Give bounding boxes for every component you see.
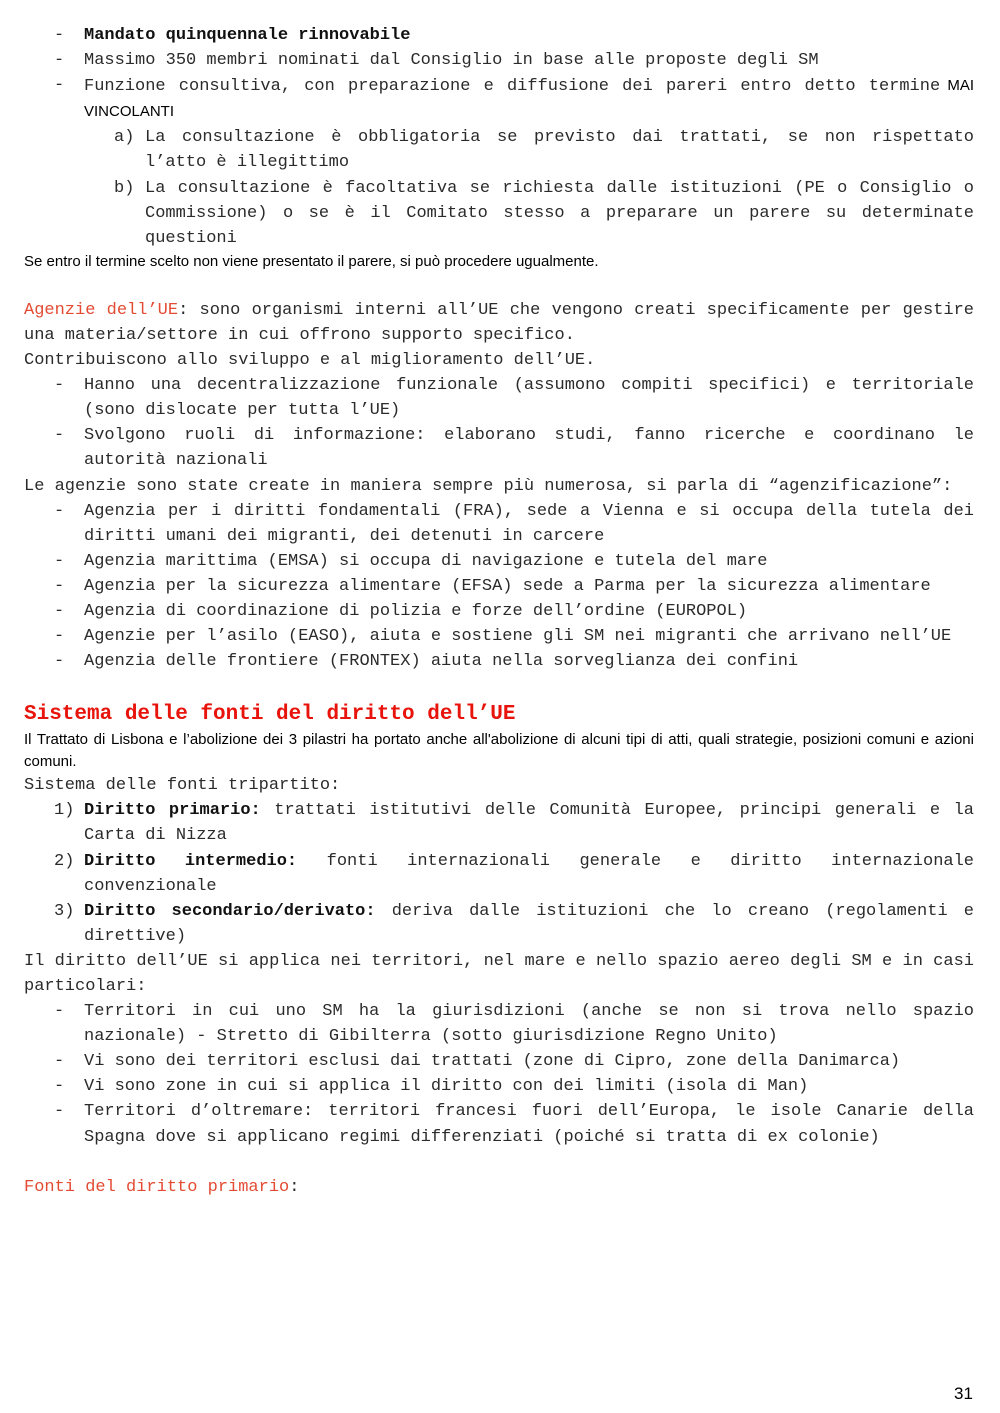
list-item-text: Agenzia per la sicurezza alimentare (EFSA) sede a Parma per la sicurezza alimentare xyxy=(84,576,931,596)
emphasis-text: MAI VINCOLANTI xyxy=(84,77,974,121)
list-item-text: Hanno una decentralizzazione funzionale (assumono compiti specifici) e territoriale (sono dislocate per tutta l’UE) xyxy=(84,376,974,421)
list-marker: 1) xyxy=(54,801,75,821)
list-item-text: Territori in cui uno SM ha la giurisdizioni (anche se non si trova nello spazio nazionale) - Stretto di Gibilterra (sotto giurisdizione Regno Unito) xyxy=(84,1002,974,1047)
list-item-text: La consultazione è obbligatoria se previsto dai trattati, se non rispettato l’atto è illegittimo xyxy=(145,128,974,173)
list-item xyxy=(24,549,974,574)
bold-term: Diritto primario: xyxy=(84,801,261,821)
primary-sources-term: Fonti del diritto primario xyxy=(24,1177,290,1197)
agenzie-term: Agenzie dell’UE xyxy=(24,300,179,320)
list-item-text: Territori d’oltremare: territori francesi fuori dell’Europa, le isole Canarie della Spagna dove si applicano regimi differenziati (poiché si tratta di ex colonie) xyxy=(84,1102,974,1147)
list-marker: b) xyxy=(114,178,135,198)
list-item-text: Vi sono dei territori esclusi dai trattati (zone di Cipro, zone della Danimarca) xyxy=(84,1052,901,1072)
list-item-text: trattati istitutivi delle Comunità Europee, principi generali e la Carta di Nizza xyxy=(84,801,974,846)
list-item-text: Agenzia marittima (EMSA) si occupa di navigazione e tutela del mare xyxy=(84,551,768,571)
list-item-text: Funzione consultiva, con preparazione e diffusione dei pareri entro detto termine xyxy=(84,77,941,97)
list-marker: - xyxy=(54,376,65,396)
list-marker: - xyxy=(54,1002,65,1022)
paragraph: Sistema delle fonti tripartito: xyxy=(24,776,341,796)
note-paragraph: Se entro il termine scelto non viene presentato il parere, si può procedere ugualmente. xyxy=(24,252,599,270)
agenzie-intro-text: : sono organismi interni all’UE che vengono creati specificamente per gestire una materia/settore in cui offrono supporto specifico. xyxy=(24,300,975,345)
list-item xyxy=(24,649,974,674)
list-item-text: deriva dalle istituzioni che lo creano (regolamenti e direttive) xyxy=(84,901,974,946)
list-item-text: Agenzie per l’asilo (EASO), aiuta e sostiene gli SM nei migranti che arrivano nell’UE xyxy=(84,627,952,647)
agenzie-intro xyxy=(24,298,974,348)
list-item xyxy=(24,999,974,1049)
numbered-item xyxy=(24,899,974,949)
comitato-list xyxy=(24,23,974,273)
list-marker: - xyxy=(54,1102,65,1122)
list-item xyxy=(24,1074,974,1099)
bold-text: Mandato quinquennale rinnovabile xyxy=(84,26,411,45)
paragraph: Contribuiscono allo sviluppo e al miglioramento dell’UE. xyxy=(24,351,596,371)
list-item-text: Vi sono zone in cui si applica il diritto con dei limiti (isola di Man) xyxy=(84,1077,809,1097)
list-marker: - xyxy=(54,76,65,96)
paragraph: Le agenzie sono state create in maniera sempre più numerosa, si parla di “agenzificazione”: xyxy=(24,476,953,496)
list-item xyxy=(24,624,974,649)
list-marker: 3) xyxy=(54,901,75,921)
numbered-item xyxy=(24,849,974,899)
list-marker: - xyxy=(54,627,65,647)
numbered-item xyxy=(24,798,974,848)
list-item-text: Massimo 350 membri nominati dal Consiglio in base alle proposte degli SM xyxy=(84,51,819,71)
list-item-text: La consultazione è facoltativa se richiesta dalle istituzioni (PE o Consiglio o Commissione) o se è il Comitato stesso a preparare un parere su determinate questioni xyxy=(145,178,974,248)
primary-sources-colon: : xyxy=(289,1177,300,1197)
list-item xyxy=(24,599,974,624)
list-marker: - xyxy=(54,551,65,571)
sub-list-item xyxy=(24,176,974,251)
list-item xyxy=(24,1099,974,1149)
list-marker: a) xyxy=(114,128,135,148)
list-item-text: Agenzia per i diritti fondamentali (FRA), sede a Vienna e si occupa della tutela dei diritti umani dei migranti, dei detenuti in carcere xyxy=(84,501,974,546)
list-marker: - xyxy=(54,601,65,621)
list-item xyxy=(24,1049,974,1074)
list-marker: - xyxy=(54,1077,65,1097)
list-marker: - xyxy=(54,652,65,672)
spacer xyxy=(24,1150,974,1175)
bold-term: Diritto intermedio: xyxy=(84,851,298,871)
agenzie-section xyxy=(24,298,974,674)
list-marker: - xyxy=(54,1052,65,1072)
bold-term: Diritto secondario/derivato: xyxy=(84,901,376,921)
page-number: 31 xyxy=(954,1384,973,1403)
list-item-text: Agenzia di coordinazione di polizia e forze dell’ordine (EUROPOL) xyxy=(84,601,748,621)
list-marker: - xyxy=(54,426,65,446)
list-item xyxy=(24,48,974,73)
list-item xyxy=(24,73,974,125)
list-item-text: fonti internazionali generale e diritto internazionale convenzionale xyxy=(84,851,974,896)
lisbona-paragraph: Il Trattato di Lisbona e l’abolizione dei 3 pilastri ha portato anche all'abolizione di alcuni tipi di atti, quali strategie, posizioni comuni e azioni comuni. xyxy=(24,731,974,771)
subsection-title xyxy=(24,1175,974,1200)
sub-list-item xyxy=(24,125,974,175)
list-marker: - xyxy=(54,51,65,71)
spacer xyxy=(24,273,974,298)
list-item-text: Agenzia delle frontiere (FRONTEX) aiuta nella sorveglianza dei confini xyxy=(84,652,799,672)
list-item xyxy=(24,23,974,48)
list-item xyxy=(24,423,974,473)
paragraph: Il diritto dell’UE si applica nei territori, nel mare e nello spazio aereo degli SM e in casi particolari: xyxy=(24,951,974,996)
list-marker: - xyxy=(54,576,65,596)
section-heading: Sistema delle fonti del diritto dell’UE xyxy=(24,703,516,727)
list-item xyxy=(24,574,974,599)
list-marker: - xyxy=(54,26,65,45)
list-item-text: Svolgono ruoli di informazione: elaborano studi, fanno ricerche e coordinano le autorità nazionali xyxy=(84,426,974,471)
list-marker: - xyxy=(54,501,65,521)
list-marker: 2) xyxy=(54,851,75,871)
list-item xyxy=(24,499,974,549)
list-item xyxy=(24,373,974,423)
document-page xyxy=(24,23,974,1200)
